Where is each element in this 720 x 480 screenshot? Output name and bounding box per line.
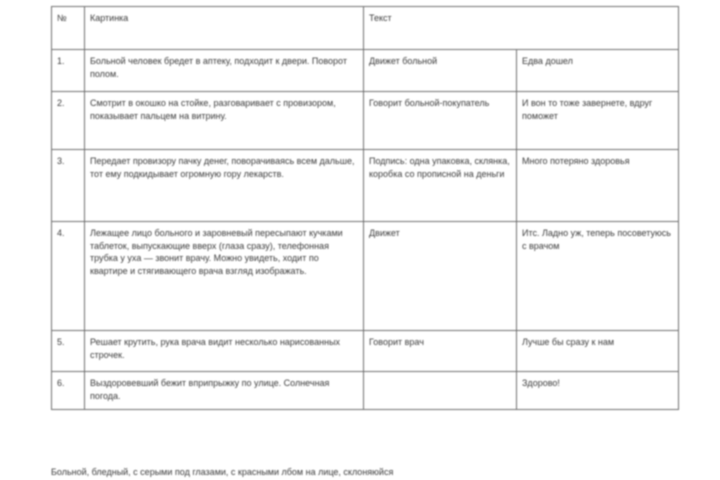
header-text: Текст [364,7,679,50]
row-text: Подпись: одна упаковка, склянка, коробка со прописной на деньги [364,150,517,222]
table-row [52,331,679,372]
row-text: Движет [364,222,517,331]
table-row [52,92,679,150]
row-num: 3. [52,150,85,222]
row-picture: Передает провизору пачку денег, поворачиваясь всем дальше, тот ему подкидывает огромную гору лекарств. [85,150,364,222]
row-picture: Решает крутить, рука врача видит несколько нарисованных строчек. [85,331,364,372]
row-extra: Лучше бы сразу к нам [517,331,679,372]
header-picture: Картинка [85,7,364,50]
paragraph-text: Больной, бледный, с серыми под глазами, с красными лбом на лице, склоняюйся [51,467,394,477]
table-row [52,372,679,410]
row-num: 4. [52,222,85,331]
row-text: Говорит больной-покупатель [364,92,517,150]
row-num: 5. [52,331,85,372]
row-text: Говорит врач [364,331,517,372]
row-picture: Выздоровевший бежит вприпрыжку по улице. Солнечная погода. [85,372,364,410]
table-row [52,50,679,92]
row-picture: Лежащее лицо больного и заровневый пересыпают кучками таблеток, выпускающие вверх (глаза сразу), телефонная трубка у уха — звонит врачу. Можно увидеть, ходит по квартире и стягивающего врача взгляд изображать. [85,222,364,331]
table-row [52,150,679,222]
row-extra: И вон то тоже завернете, вдруг поможет [517,92,679,150]
row-extra: Итс. Ладно уж, теперь посоветуюсь с врачом [517,222,679,331]
table-header-row [52,7,679,50]
header-num: № [52,7,85,50]
row-extra: Много потеряно здоровья [517,150,679,222]
row-num: 1. [52,50,85,92]
table-row [52,222,679,331]
row-num: 6. [52,372,85,410]
row-text: Движет больной [364,50,517,92]
row-picture: Смотрит в окошко на стойке, разговаривает с провизором, показывает пальцем на витрину. [85,92,364,150]
row-picture: Больной человек бредет в аптеку, подходит к двери. Поворот полом. [85,50,364,92]
storyboard-table [51,6,679,410]
row-text [364,372,517,410]
row-num: 2. [52,92,85,150]
row-extra: Здорово! [517,372,679,410]
row-extra: Едва дошел [517,50,679,92]
